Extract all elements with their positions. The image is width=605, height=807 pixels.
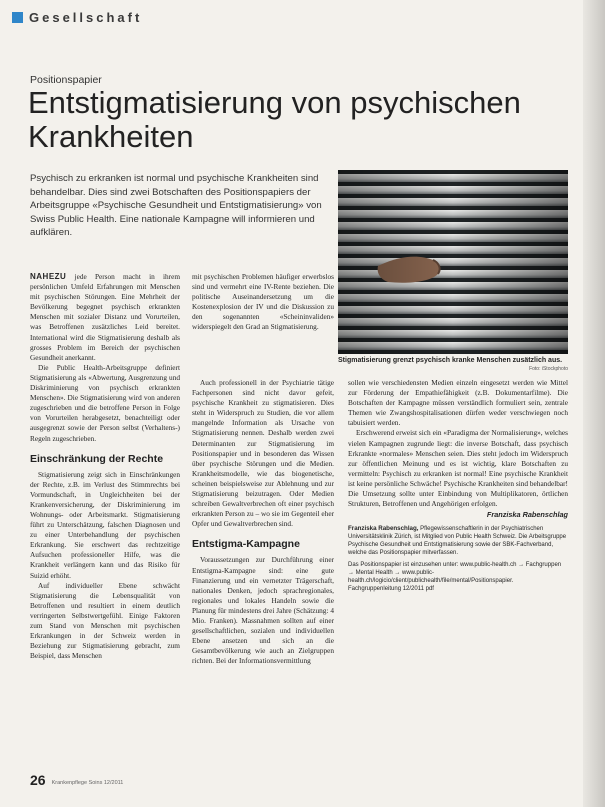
source-reference: Das Positionspapier ist einzusehen unter: www.public-health.ch → Fachgruppen → Mental Health → www.public-health.ch/logicio/client/publichealth/file/mental/Positionspapier. Fachgruppenleitung 12/2011 pdf bbox=[348, 562, 562, 593]
column-2 bbox=[192, 378, 334, 666]
paragraph: Voraussetzungen zur Durchführung einer Entstigma-Kampagne sind: eine gute Finanzierung und ein vernetzter Trägerschaft, nationales Denken, jedoch sprachregionales, regionales und lokales Handeln sowie die Planung für mindestens drei Jahre (Schätzung: 4 Mio. Franken). Massnahmen sollten auf einer gesellschaftlichen, sozialen und individuellen Ebene ansetzen und sich an die Gesamtbevölkerung wie auch an Zielgruppen richten. Bei der Informationsvermittlung bbox=[192, 555, 334, 666]
paragraph: NAHEZU jede Person macht in ihrem persönlichen Umfeld Erfahrungen mit Menschen mit psychischen Störungen. Eine Mehrheit der Bevölkerung begegnet psychisch erkrankten Menschen mit sozialer Distanz und Vorurteilen, was Betroffenen zusätzliches Leid bereitet. International wird die Stigmatisierung deshalb als grosses Problem im Bereich der psychischen Gesundheit anerkannt. bbox=[30, 272, 180, 362]
photo-caption: Stigmatisierung grenzt psychisch kranke Menschen zusätzlich aus. bbox=[338, 357, 563, 364]
column-1 bbox=[30, 272, 180, 661]
paragraph: Auf individueller Ebene schwächt Stigmatisierung die Lebensqualität von Betroffenen und resultiert in einem deutlich verringerten Selbstwertgefühl. Einige Faktoren zum Stand von Menschen mit psychischen Erkrankungen in der Schweiz werden in Beziehung zur Stigmatisierung gebracht, zum Beispiel, dass Menschen bbox=[30, 580, 180, 661]
paragraph: Die Public Health-Arbeitsgruppe definiert Stigmatisierung als «Abwertung, Ausgrenzung und Diskriminierung von psychisch erkrankten Menschen». Die Stigmatisierung wird von anderen zugeschrieben und die betroffene Person in Folge von Vorurteilen herabgesetzt, benachteiligt oder ausgegrenzt sowie der Person selbst (Verhaltens-) Regeln zugeschrieben. bbox=[30, 362, 180, 443]
article-title: Entstigmatisierung von psychischen Krankheiten bbox=[28, 85, 521, 154]
opening-word: NAHEZU bbox=[30, 272, 67, 281]
paragraph: Stigmatisierung zeigt sich in Einschränkungen der Rechte, z.B. im Verlust des Stimmrechts bei Vormundschaft, in Ungleichheiten bei der Krankenversicherung, der Diskriminierung im Wohnungs- oder Arbeitsmarkt. Stigmatisierung führt zu Unterschätzung, falschen Diagnosen und zu einer Unterbehandlung der psychischen Erkrankung. Sie erschwert das rechtzeitige Aufsuchen professioneller Hilfe, was die Krankheit verlängern kann und das Risiko für Suizid erhöht. bbox=[30, 469, 180, 580]
column-2-top bbox=[192, 272, 334, 333]
paragraph: sollen wie verschiedensten Medien einzeln eingesetzt werden wie Mittel zur Förderung der Empathiefähigkeit (z.B. Dokumentarfilme). Die Botschaften der Kampagne müssen verständlich formuliert sein, zentrale Themen wie Zwangshospitalisationen dürfen weder verschwiegen noch tabuisiert werden. bbox=[348, 378, 568, 428]
page-gutter bbox=[583, 0, 605, 807]
paragraph: mit psychischen Problemen häufiger erwerbslos sind und vermehrt eine IV-Rente beziehen. Die politische Auseinandersetzung um die Kostenexplosion der IV und die Diskussion zu den sogenannten «Scheininvaliden» widerspiegelt den Grad an Stigmatisierung. bbox=[192, 272, 334, 332]
article-kicker: Positionspapier bbox=[30, 74, 102, 86]
photo-credit: Foto: iStockphoto bbox=[529, 366, 568, 372]
article-lead: Psychisch zu erkranken ist normal und psychische Krankheiten sind behandelbar. Dies sind zwei Botschaften des Positionspapiers der Arbeitsgruppe «Psychische Gesundheit und Entstigmatisierung» von Swiss Public Health. Eine nationale Kampagne will informieren und aufklären. bbox=[30, 173, 322, 239]
article-photo bbox=[338, 170, 568, 354]
publication-info: Krankenpflege Soins 12/2011 bbox=[51, 780, 124, 786]
subheading: Einschränkung der Rechte bbox=[30, 452, 164, 465]
blinds-photo-icon bbox=[338, 170, 568, 354]
author-bio: Franziska Rabenschlag, Pflegewissenschaftlerin in der Psychiatrischen Universitätsklinik Zürich, ist Mitglied von Public Health Schweiz. Die Arbeitsgruppe Psychische Gesundheit und Entstigmatisierung sowie der SBK-Fachverband, welche das Positionspapier mitverfassen. Das Positionspapier ist einzusehen unter: www.public-health.ch → Fachgruppen → Mental Health → www.public-health.ch/logicio/client/publichealth/file/mental/Positionspapier. Fachgruppenleitung 12/2011 pdf bbox=[348, 525, 567, 593]
column-3 bbox=[348, 378, 568, 593]
author-signature: Franziska Rabenschlag bbox=[486, 510, 568, 520]
section-label: Gesellschaft bbox=[29, 10, 143, 25]
section-tag bbox=[12, 10, 142, 25]
page-number: 26 bbox=[30, 772, 46, 788]
paragraph: Erschwerend erweist sich ein «Paradigma der Normalisierung», welches vielen Kampagnen zugrunde liegt: die inverse Botschaft, dass psychisch Erkrankte «normales» Menschen seien. Dies steht jedoch im Widerspruch zur öffentlichen Meinung und es ist wichtig, klare Botschaften zu vermitteln: Psychisch zu erkranken ist normal! Eine psychische Krankheit ist keine persönliche Schwäche! Psychische Krankheiten sind behandelbar! Die Umsetzung sollte unter Einbindung von Multiplikatoren, örtlichen Strukturen, Betroffenen und Angehörigen erfolgen. bbox=[348, 428, 568, 509]
page-footer bbox=[30, 772, 123, 788]
subheading: Entstigma-Kampagne bbox=[192, 538, 300, 551]
paragraph: Auch professionell in der Psychiatrie tätige Fachpersonen sind nicht davor gefeit, psychische Krankheit zu stigmatisieren. Dies steht in Widerspruch zu Studien, die vor allem mangelnde Information als Ursache von Stigmatisierung nennen. Deshalb werden zwei Determinanten zur Stigmatisierung im Positionspapier und in besonderen das Wissen über psychische Störungen und die Medien. Krankheitsmodelle, wie das biogenetische, scheinen beispielsweise zur Ablehnung und zur Stigmatisierung beizutragen. Oder Medien schreiben Gewaltverbrechen oft einer psychisch erkrankten Person zu – wo sie im Gegenteil eher Opfer und Gewaltverbrechen sind. bbox=[192, 378, 334, 529]
author-name: Franziska Rabenschlag, bbox=[348, 525, 419, 533]
section-marker-icon bbox=[12, 12, 23, 23]
